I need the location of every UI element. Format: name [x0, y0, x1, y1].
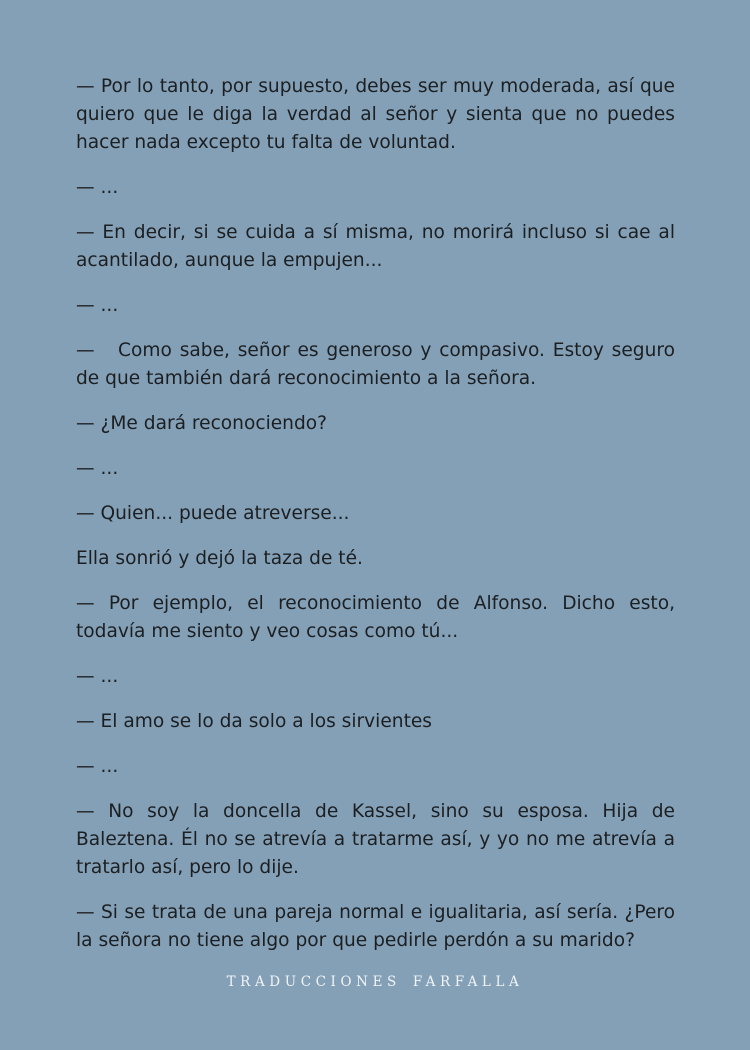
footer-credit — [0, 974, 750, 990]
paragraph-15: — Si se trata de una pareja normal e igualitaria, así sería. ¿Pero la señora no tiene algo por que pedirle perdón a su marido? — [76, 902, 675, 951]
paragraph-3: — En decir, si se cuida a sí misma, no morirá incluso si cae al acantilado, aunque la empujen... — [76, 222, 675, 271]
paragraph-13: — ... — [76, 756, 119, 777]
paragraph-6: — ¿Me dará reconociendo? — [76, 413, 328, 434]
paragraph-11: — ... — [76, 666, 119, 687]
paragraph-12: — El amo se lo da solo a los sirvientes — [76, 711, 432, 732]
paragraph-10: — Por ejemplo, el reconocimiento de Alfonso. Dicho esto, todavía me siento y veo cosas como tú... — [76, 593, 675, 642]
paragraph-4: — ... — [76, 295, 119, 316]
footer-word-2: FARFALLA — [412, 974, 524, 990]
paragraph-1: — Por lo tanto, por supuesto, debes ser muy moderada, así que quiero que le diga la verdad al señor y sienta que no puedes hacer nada excepto tu falta de voluntad. — [76, 76, 675, 153]
document-body — [76, 73, 681, 972]
paragraph-14: — No soy la doncella de Kassel, sino su esposa. Hija de Baleztena. Él no se atrevía a tratarme así, y yo no me atrevía a tratarlo así, pero lo dije. — [76, 801, 675, 878]
paragraph-5: — Como sabe, señor es generoso y compasivo. Estoy seguro de que también dará reconocimiento a la señora. — [76, 340, 681, 389]
paragraph-7: — ... — [76, 458, 119, 479]
paragraph-8: — Quien... puede atreverse... — [76, 503, 350, 524]
paragraph-2: — ... — [76, 177, 119, 198]
footer-word-1: TRADUCCIONES — [226, 974, 401, 990]
paragraph-9: Ella sonrió y dejó la taza de té. — [76, 548, 363, 569]
